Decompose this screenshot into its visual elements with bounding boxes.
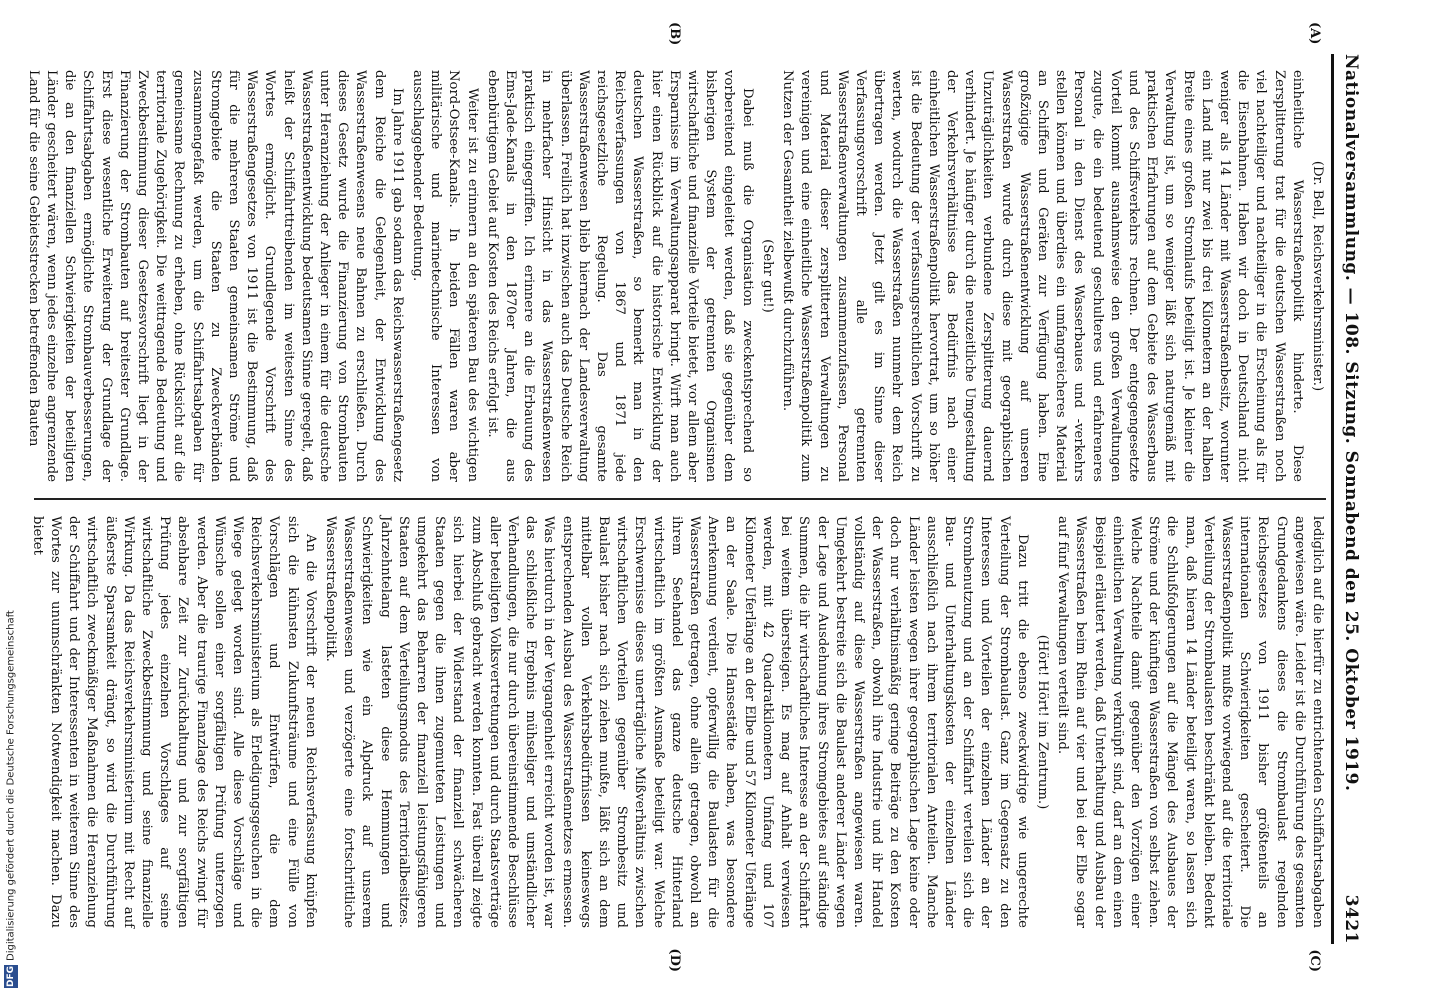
digitization-text: Digitalisierung gefördert durch die Deutsche Forschungsgemeinschaft bbox=[5, 610, 17, 961]
left-column bbox=[25, 54, 1326, 500]
paragraph: lediglich auf die hierfür zu entrichtenden Schiffahrtsabgaben angewiesen wäre. Leider ist die Durchführung des gesamten Grundgedankens dieses die Strombaulast regelnden Reichsgesetzes von 1911 bisher größtenteils an internationalen Schwierigkeiten gescheitert. Die Wasserstraßenpolitik mußte vorwiegend auf die territoriale Verteilung der Strombaulasten beschränkt bleiben. Bedenkt man, daß hieran 14 Länder beteiligt waren, so lassen sich die Schlußfolgerungen auf die Mängel des Ausbaues der Ströme und der künftigen Wasserstraßen von selbst ziehen. Welche Nachteile damit gegenüber den Vorzügen einer einheitlichen Verwaltung verknüpft sind, darf an dem einen Beispiel erläutert werden, daß Unterhaltung und Ausbau der Wasserstraßen beim Rhein auf vier und bei der Elbe sogar auf fünf Verwaltungen verteilt sind. bbox=[1055, 516, 1325, 928]
margin-mark-b: (B) bbox=[667, 22, 682, 46]
page-header bbox=[1331, 54, 1368, 944]
text-columns bbox=[25, 54, 1326, 944]
paragraph: einheitliche Wasserstraßenpolitik hinderte. Diese Zersplitterung trat für die deutschen Wasserstraßen noch viel nachteiliger und nachteiliger in die Erscheinung als für die Eisenbahnen. Haben wir doch in Deutschland nicht weniger als 14 Länder mit Wasserstraßenbesitz, worunter ein Land mit nur zwei bis drei Kilometern an der halben Breite eines großen Stromlaufs beteiligt ist. Je kleiner die Verwaltung ist, um so weniger läßt sich naturgemäß mit praktischen Erfahrungen auf dem Gebiete des Wasserbaus und des Schiffsverkehrs rechnen. Der entgegengesetzte Vorteil kommt ausnahmsweise den großen Verwaltungen zugute, die ein bedeutend geschulteres und erfahreneres Personal in den Dienst des Wasserbaues und -verkehrs stellen können und überdies ein umfangreicheres Material an Schiffen und Geräten zur Verfügung haben. Eine großzügige Wasserstraßenentwicklung auf unseren Wasserstraßen wurde durch diese mit geographischen Unzuträglichkeiten verbundene Zersplitterung dauernd verhindert. Je häufiger durch die neuzeitliche Umgestaltung der Verkehrsverhältnisse das Bedürfnis nach einer einheitlichen Wasserstraßenpolitik hervortrat, um so höher ist die Bedeutung der verfassungsrechtlichen Vorschrift zu werten, wodurch die Wasserstraßen nunmehr dem Reich übertragen werden. Jetzt gilt es im Sinne dieser Verfassungsvorschrift alle getrennten Wasserstraßenverwaltungen zusammenzufassen, Personal und Material dieser zersplitterten Verwaltungen zu vereinigen und eine einheitliche Wasserstraßenpolitik zum Nutzen der Gesamtheit zielbewußt durchzuführen. bbox=[780, 70, 1305, 482]
digitization-note bbox=[4, 600, 18, 988]
paragraph: Weiter ist zu erinnern an den späteren Bau des wichtigen Nord-Ostsee-Kanals. In beiden Fällen waren aber militärische und marinetechnische Interessen von ausschlaggebender Bedeutung. bbox=[410, 70, 480, 482]
right-column bbox=[29, 500, 1326, 944]
speaker-line: (Dr. Bell, Reichsverkehrsminister.) bbox=[1310, 160, 1325, 392]
margin-mark-a: (A) bbox=[1307, 22, 1322, 45]
interjection: (Sehr gut!) bbox=[759, 239, 775, 313]
paragraph: Im Jahre 1911 gab sodann das Reichswasserstraßengesetz dem Reiche die Gelegenheit, der Entwicklung des Wasserstraßenwesens neue Bahnen zu erschließen. Durch dieses Gesetz wurde die Finanzierung von Strombauten unter Heranziehung der Anlieger in einem für die deutsche Wasserstraßenentwicklung bedeutsamen Sinne geregelt, daß heißt der Schiffahrttreibenden im weitesten Sinne des Wortes ermöglicht. Grundlegende Vorschrift des Wasserstraßengesetzes von 1911 ist die Bestimmung, daß für die mehreren Staaten gemeinsamen Ströme und Stromgebiete die Staaten zu Zweckverbänden zusammengefaßt werden, um die Schiffahrtsabgaben für gemeinsame Rechnung zu erheben, ohne Rücksicht auf die territoriale Zugehörigkeit. Die weittragende Bedeutung und Zweckbestimmung dieser Gesetzesvorschrift liegt in der Finanzierung der Strombauten auf breitester Grundlage. Erst diese wesentliche Erweiterung der Grundlage der Schiffahrtsabgaben ermöglichte Strombauverbesserungen, die an den finanziellen Schwierigkeiten der beteiligten Länder gescheitert wären, wenn jedes einzelne angrenzende Land für die seine Gebietsstrecken betreffenden Bauten bbox=[25, 70, 405, 482]
dfg-logo: DFG bbox=[6, 965, 16, 987]
header-title: Nationalversammlung. — 108. Sitzung. Sonnabend den 25. Oktober 1919. bbox=[1341, 54, 1361, 792]
rotated-page bbox=[18, 14, 1382, 974]
page-number: 3421 bbox=[1341, 894, 1361, 944]
margin-mark-c: (C) bbox=[1307, 949, 1322, 972]
margin-mark-d: (D) bbox=[667, 948, 682, 972]
paragraph: Dabei muß die Organisation zweckentsprechend so vorbereitend eingeleitet werden, daß sie gegenüber dem bisherigen System der getrennten Organismen wirtschaftliche und finanzielle Vorteile bietet, vor allem aber Ersparnisse im Verwaltungsapparat bringt. Wirft man auch hier einen Rückblick auf die historische Entwicklung der deutschen Wasserstraßen, so bemerkt man in den Reichsverfassungen von 1867 und 1871 jede reichsgesetzliche Regelung. Das gesamte Wasserstraßenwesen blieb hiernach der Landesverwaltung überlassen. Freilich hat inzwischen auch das Deutsche Reich in mehrfacher Hinsicht in das Wasserstraßenwesen praktisch eingegriffen. Ich erinnere an die Erbauung des Ems-Jade-Kanals in den 1870er Jahren, die aus ebenbürtigem Gebiet auf Kosten des Reichs erfolgt ist. bbox=[484, 70, 755, 482]
interjection: (Hört! Hört! im Zentrum.) bbox=[1034, 634, 1050, 810]
paragraph: Dazu tritt die ebenso zweckwidrige wie ungerechte Verteilung der Strombaulast. Ganz im Gegensatz zu den Interessen und Vorteilen der einzelnen Länder an der Strombenutzung und an der Schiffahrt verteilen sich die Bau- und Unterhaltungskosten der einzelnen Länder ausschließlich nach ihrem territorialen Anteilen. Manche Länder leisten wegen ihrer geographischen Lage keine oder doch nur verhältnismäßig geringe Beiträge zu den Kosten der Wasserstraßen, obwohl ihre Industrie und ihr Handel vollständig auf diese Wasserstraßen angewiesen waren. Umgekehrt bestreite sich die Baulast anderer Länder wegen der Lage und Ausdehnung ihres Stromgebietes auf ständige Summen, die ihr wirtschaftliches Interesse an der Schiffahrt bei weitem übersteigen. Es mag auf Anhalt verwiesen werden, mit 42 Quadratkilometern Umfang und 107 Kilometer Uferlänge an der Elbe und 57 Kilometer Uferlänge an der Saale. Die Hansestädte haben, was besondere Anerkennung verdient, opferwillig die Baulasten für die Wasserstraßen getragen, ohne allein getragen, obwohl an ihrem Seehandel das ganze deutsche Hinterland wirtschaftlich im größten Ausmaße beteiligt war. Welche Erschwernisse dieses unerträgliche Mißverhältnis zwischen wirtschaftlichen Vorteilen gegenüber Strombesitz und Baulast bisher nach sich ziehen mußte, läßt sich an dem mittelbar vollen Verkehrsbedürfnissen keineswegs entsprechenden Ausbau des Wasserstraßennetzes ermessen. Was hierdurch in der Vergangenheit erreicht worden ist, war das schließliche Ergebnis mühseliger und umständlicher Verhandlungen, die nur durch übereinstimmende Beschlüsse aller beteiligten Volksvertretungen und durch Staatsverträge zum Abschluß gebracht werden konnten. Fast überall zeigte sich hierbei der Widerstand der finanziell schwächeren Staaten gegen die ihnen zugemuteten Leistungen und umgekehrt das Beharren der finanziell leistungsfähigeren Staaten auf dem Verteilungsmodus des Territorialbesitzes. Jahrzehntelang lasteten diese Hemmungen und Schwierigkeiten wie ein Alpdruck auf unserem Wasserstraßenwesen und verzögerte eine fortschrittliche Wasserstraßenpolitik. bbox=[323, 516, 1030, 928]
paragraph: An die Vorschrift der neuen Reichsverfassung knüpfen sich die kühnsten Zukunftsträume und eine Fülle von Vorschlägen und Entwürfen, die dem Reichsverkehrsministerium als Erledigungsgesuchen in die Wiege gelegt worden sind. Alle diese Vorschläge und Wünsche sollen einer sorgfältigen Prüfung unterzogen werden. Aber die traurige Finanzlage des Reichs zwingt für absehbare Zeit zur Zurückhaltung und zur sorgfältigen Prüfung jedes einzelnen Vorschlages auf seine wirtschaftliche Zweckbestimmung und seine finanzielle Wirkung. Da das Reichsverkehrsministerium mit Recht auf äußerste Sparsamkeit drängt, so wird die Durchführung wirtschaftlich zweckmäßiger Maßnahmen die Heranziehung der Schiffahrt und der Interessenten in weiterem Sinne des Wortes zur unumschränkten Notwendigkeit machen. Dazu bietet bbox=[29, 516, 318, 928]
